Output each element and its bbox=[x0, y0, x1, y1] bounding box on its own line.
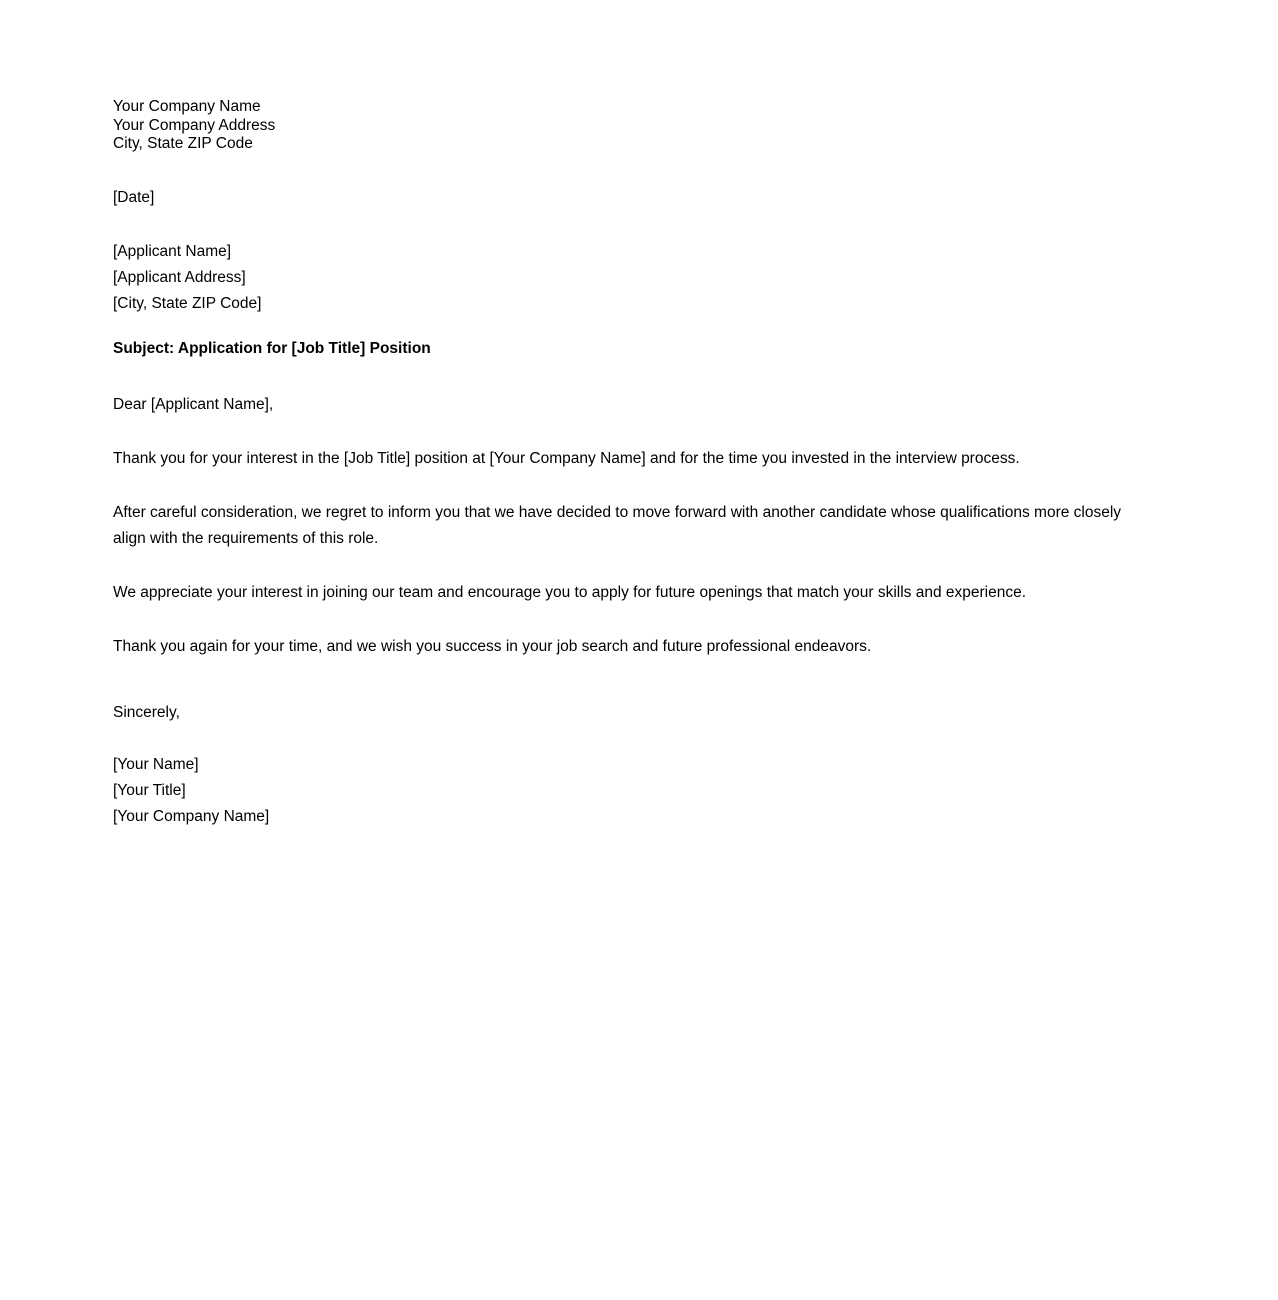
letter-body bbox=[113, 98, 1158, 830]
recipient-city-state-zip: [City, State ZIP Code] bbox=[113, 294, 262, 312]
recipient-address-block bbox=[113, 239, 1158, 317]
recipient-name: [Applicant Name] bbox=[113, 242, 232, 260]
signature-company: [Your Company Name] bbox=[113, 807, 270, 825]
signature-block bbox=[113, 752, 1158, 830]
sender-company-name: Your Company Name bbox=[113, 98, 261, 115]
letter-date: [Date] bbox=[113, 188, 155, 206]
letter-subject: Subject: Application for [Job Title] Position bbox=[113, 339, 431, 357]
recipient-address: [Applicant Address] bbox=[113, 268, 246, 286]
signature-name: [Your Name] bbox=[113, 755, 199, 773]
sender-city-state-zip: City, State ZIP Code bbox=[113, 135, 253, 152]
body-paragraph-1: Thank you for your interest in the [Job Title] position at [Your Company Name] and for the time you invested in the interview process. bbox=[113, 449, 1020, 467]
sender-address-block bbox=[113, 98, 1158, 154]
signature-title: [Your Title] bbox=[113, 781, 186, 799]
body-paragraph-3: We appreciate your interest in joining our team and encourage you to apply for future openings that match your skills and experience. bbox=[113, 583, 1027, 601]
body-paragraph-2: After careful consideration, we regret to inform you that we have decided to move forward with another candidate whose qualifications more closely align with the requirements of this role. bbox=[113, 503, 1122, 547]
sender-company-address: Your Company Address bbox=[113, 116, 276, 134]
body-paragraph-4: Thank you again for your time, and we wish you success in your job search and future professional endeavors. bbox=[113, 637, 872, 655]
letter-closing: Sincerely, bbox=[113, 703, 180, 721]
letter-salutation: Dear [Applicant Name], bbox=[113, 395, 274, 413]
